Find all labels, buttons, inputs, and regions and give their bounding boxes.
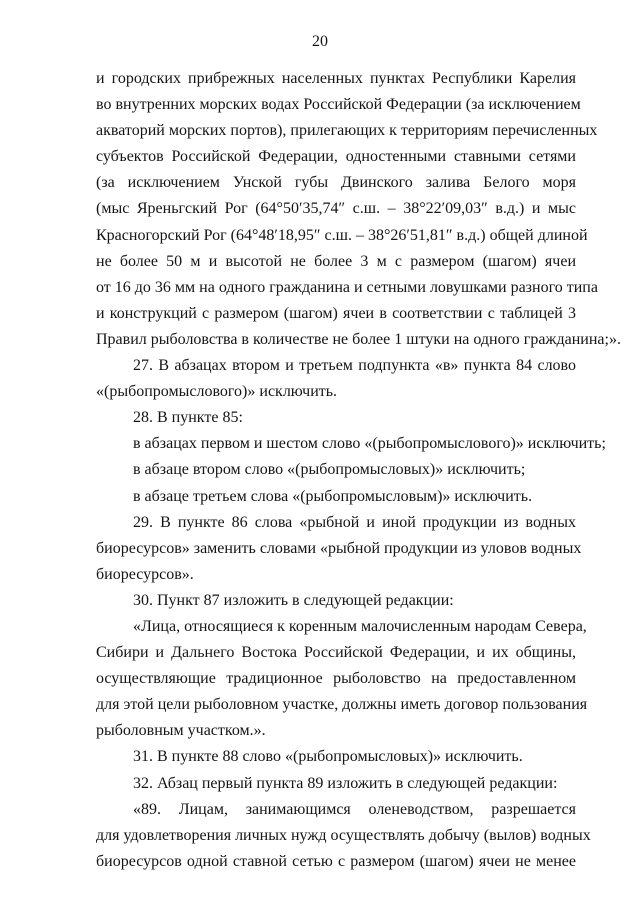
document-body (96, 66, 621, 875)
text-line: акваторий морских портов), прилегающих к территориям перечисленных (96, 122, 598, 140)
text-line: 27. В абзацах втором и третьем подпункта «в» пункта 84 слово (133, 357, 576, 375)
text-line: и городских прибрежных населенных пунктах Республики Карелия (96, 70, 576, 87)
text-line: «Лица, относящиеся к коренным малочисленным народам Севера, (133, 617, 587, 635)
text-line: не более 50 м и высотой не более 3 м с размером (шагом) ячеи (96, 252, 576, 270)
text-line: осуществляющие традиционное рыболовство на предоставленном (96, 670, 576, 688)
text-line: (за исключением Унской губы Двинского залива Белого моря (96, 174, 576, 192)
text-line: 29. В пункте 86 слова «рыбной и иной продукции из водных (133, 513, 576, 531)
text-line: (мыс Яреньгский Рог (64°50′35,74″ с.ш. – 38°22′09,03″ в.д.) и мыс (96, 200, 576, 218)
paragraph-item-30 (96, 588, 576, 614)
text-line: 31. В пункте 88 слово «(рыбопромысловых)» исключить. (133, 748, 523, 766)
page-number: 20 (312, 33, 328, 50)
text-line: 32. Абзац первый пункта 89 изложить в следующей редакции: (133, 774, 558, 792)
text-line: и конструкций с размером (шагом) ячеи в соответствии с таблицей 3 (96, 304, 576, 322)
text-line: в абзацах первом и шестом слово «(рыбопромыслового)» исключить; (133, 435, 606, 453)
text-line: «89. Лицам, занимающимся оленеводством, разрешается (133, 800, 576, 818)
paragraph-continuation (96, 66, 621, 353)
text-line: для удовлетворения личных нужд осуществлять добычу (вылов) водных (96, 826, 591, 844)
paragraph-quote-87 (96, 614, 588, 744)
paragraph-quote-89 (96, 797, 591, 875)
text-line: «(рыбопромыслового)» исключить. (96, 383, 338, 401)
text-line: биоресурсов одной ставной сетью с размером (шагом) ячеи не менее (96, 852, 576, 870)
text-line: рыболовным участком.». (96, 722, 266, 740)
paragraph-subitem (96, 431, 606, 457)
paragraph-item-31 (96, 744, 576, 770)
paragraph-item-27 (96, 353, 576, 405)
text-line: 30. Пункт 87 изложить в следующей редакции: (133, 591, 454, 609)
text-line: от 16 до 36 мм на одного гражданина и сетными ловушками разного типа (96, 278, 598, 296)
text-line: во внутренних морских водах Российской Федерации (за исключением (96, 96, 581, 114)
text-line: для этой цели рыболовном участке, должны иметь договор пользования (96, 696, 588, 714)
paragraph-subitem (96, 457, 576, 483)
text-line: в абзаце третьем слова «(рыбопромысловым)» исключить. (133, 487, 533, 505)
text-line: в абзаце втором слово «(рыбопромысловых)» исключить; (133, 461, 526, 479)
text-line: биоресурсов». (96, 565, 194, 583)
paragraph-item-32 (96, 771, 576, 797)
paragraph-item-28 (96, 405, 576, 431)
text-line: 28. В пункте 85: (133, 409, 243, 427)
paragraph-subitem (96, 484, 576, 510)
text-line: Правил рыболовства в количестве не более 1 штуки на одного гражданина;». (96, 330, 621, 348)
text-line: биоресурсов» заменить словами «рыбной продукции из уловов водных (96, 539, 582, 557)
text-line: субъектов Российской Федерации, одностенными ставными сетями (96, 148, 576, 166)
text-line: Сибири и Дальнего Востока Российской Федерации, и их общины, (96, 644, 576, 662)
paragraph-item-29 (96, 510, 582, 588)
text-line: Красногорский Рог (64°48′18,95″ с.ш. – 38°26′51,81″ в.д.) общей длиной (96, 226, 588, 244)
